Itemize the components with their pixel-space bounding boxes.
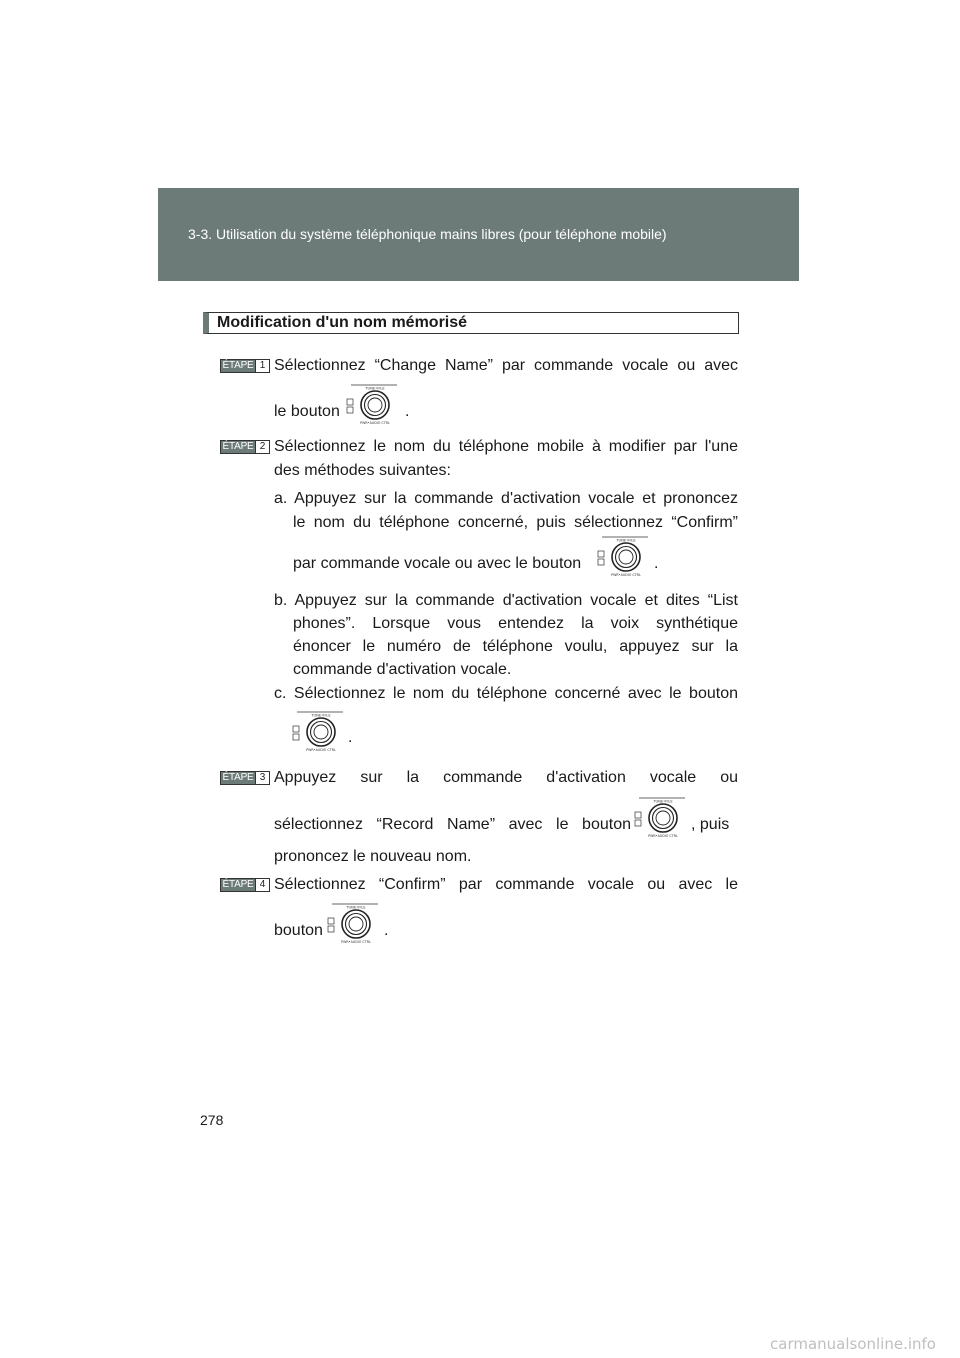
option-a-line1: a. Appuyez sur la commande d'activation vocale et prononcez — [274, 490, 738, 507]
step3-line1: Appuyez sur la commande d'activation vocale ou — [274, 769, 738, 786]
step2-line2: des méthodes suivantes: — [274, 462, 451, 479]
step-number: 4 — [255, 879, 269, 891]
svg-text:PWR•AUDIO CTRL: PWR•AUDIO CTRL — [360, 421, 390, 425]
step2-line1: Sélectionnez le nom du téléphone mobile à modifier par l'une — [274, 438, 738, 455]
period: . — [654, 555, 659, 572]
svg-text:TUNE•FILE: TUNE•FILE — [653, 799, 673, 804]
step4-line2: bouton — [274, 922, 323, 939]
svg-text:PWR•AUDIO CTRL: PWR•AUDIO CTRL — [306, 748, 336, 752]
step-label: ÉTAPE — [222, 879, 254, 890]
svg-text:TUNE•FILE: TUNE•FILE — [616, 538, 636, 543]
svg-text:PWR•AUDIO CTRL: PWR•AUDIO CTRL — [611, 573, 641, 577]
option-c-line1: c. Sélectionnez le nom du téléphone concerné avec le bouton — [274, 685, 738, 702]
option-b-line2: phones”. Lorsque vous entendez la voix synthétique — [293, 615, 738, 632]
step-label: ÉTAPE — [222, 772, 254, 783]
step-number: 3 — [255, 772, 269, 784]
step1-line1: Sélectionnez “Change Name” par commande vocale ou avec — [274, 357, 738, 374]
svg-text:TUNE•FILE: TUNE•FILE — [365, 386, 385, 391]
step4-line1: Sélectionnez “Confirm” par commande vocale ou avec le — [274, 876, 738, 893]
tune-file-knob-icon — [326, 903, 380, 945]
period: . — [384, 922, 389, 939]
svg-text:PWR•AUDIO CTRL: PWR•AUDIO CTRL — [648, 834, 678, 838]
watermark: carmanualsonline.info — [770, 1335, 936, 1353]
step-badge-3 — [220, 771, 270, 785]
step3-comma: , puis — [691, 816, 730, 833]
page-number: 278 — [200, 1112, 224, 1128]
step3-line3: prononcez le nouveau nom. — [274, 848, 472, 865]
option-a-line2: le nom du téléphone concerné, puis sélectionnez “Confirm” — [293, 514, 738, 531]
step-badge-4 — [220, 878, 270, 892]
svg-text:PWR•AUDIO CTRL: PWR•AUDIO CTRL — [341, 940, 371, 944]
tune-file-knob-icon — [633, 797, 687, 839]
option-b-line4: commande d'activation vocale. — [293, 661, 512, 678]
chapter-title: 3-3. Utilisation du système téléphonique mains libres (pour téléphone mobile) — [188, 226, 667, 242]
option-b-line1: b. Appuyez sur la commande d'activation vocale et dites “List — [274, 592, 738, 609]
option-a-line3: par commande vocale ou avec le bouton — [293, 555, 582, 572]
period: . — [405, 403, 410, 420]
step-badge-1 — [220, 359, 270, 373]
svg-text:TUNE•FILE: TUNE•FILE — [311, 713, 331, 718]
step-number: 1 — [255, 360, 269, 372]
option-b-line3: énoncer le numéro de téléphone voulu, appuyez sur la — [293, 638, 738, 655]
chapter-header — [158, 188, 799, 281]
svg-text:TUNE•FILE: TUNE•FILE — [346, 905, 366, 910]
tune-file-knob-icon — [291, 711, 345, 753]
period: . — [348, 729, 353, 746]
tune-file-knob-icon — [345, 384, 399, 426]
step-label: ÉTAPE — [222, 360, 254, 371]
step1-line2: le bouton — [274, 403, 340, 420]
step-label: ÉTAPE — [222, 441, 254, 452]
tune-file-knob-icon — [596, 536, 650, 578]
step-badge-2 — [220, 440, 270, 454]
section-title: Modification d'un nom mémorisé — [203, 312, 739, 334]
step3-line2: sélectionnez “Record Name” avec le bouton — [274, 816, 631, 833]
step-number: 2 — [255, 441, 269, 453]
